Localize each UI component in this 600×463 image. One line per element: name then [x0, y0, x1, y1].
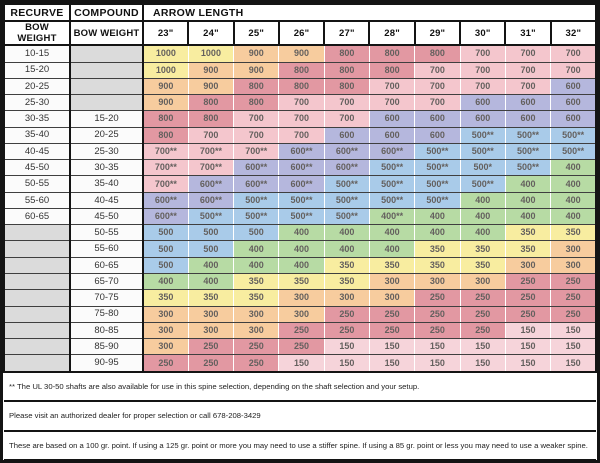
spine-value-cell: 500** [551, 143, 596, 159]
spine-value-cell: 700 [369, 78, 414, 94]
spine-value-cell: 400 [415, 208, 460, 224]
spine-value-cell: 500** [369, 192, 414, 208]
compound-weight-cell [70, 95, 143, 111]
spine-value-cell: 500** [369, 160, 414, 176]
spine-value-cell: 400 [234, 257, 279, 273]
spine-value-cell: 700 [279, 111, 324, 127]
spine-value-cell: 900 [234, 62, 279, 78]
spine-value-cell: 250 [505, 273, 550, 289]
recurve-weight-cell [4, 306, 70, 322]
arrow-length-header: ARROW LENGTH [143, 4, 596, 21]
spine-value-cell: 400 [279, 257, 324, 273]
table-row [4, 192, 596, 208]
spine-value-cell: 350 [460, 241, 505, 257]
spine-value-cell: 400 [369, 225, 414, 241]
spine-value-cell: 600** [143, 192, 188, 208]
spine-value-cell: 700 [505, 62, 550, 78]
spine-value-cell: 700** [143, 143, 188, 159]
arrow-length-column-header: 29" [415, 21, 460, 45]
spine-value-cell: 150 [369, 355, 414, 372]
spine-value-cell: 400 [234, 241, 279, 257]
compound-weight-cell: 85-90 [70, 339, 143, 355]
spine-value-cell: 600 [324, 127, 369, 143]
recurve-weight-cell: 45-50 [4, 160, 70, 176]
spine-value-cell: 350 [505, 225, 550, 241]
spine-value-cell: 350 [234, 290, 279, 306]
spine-value-cell: 250 [324, 322, 369, 338]
spine-value-cell: 600** [279, 176, 324, 192]
spine-value-cell: 400 [505, 192, 550, 208]
table-row [4, 208, 596, 224]
spine-value-cell: 400 [324, 225, 369, 241]
spine-value-cell: 250 [234, 355, 279, 372]
spine-value-cell: 350 [415, 257, 460, 273]
spine-value-cell: 700 [551, 62, 596, 78]
spine-value-cell: 350 [279, 273, 324, 289]
spine-value-cell: 150 [505, 322, 550, 338]
spine-value-cell: 700 [415, 62, 460, 78]
compound-weight-cell: 55-60 [70, 241, 143, 257]
spine-value-cell: 400 [505, 208, 550, 224]
spine-value-cell: 700 [279, 127, 324, 143]
spine-value-cell: 800 [234, 78, 279, 94]
arrow-length-column-header: 32" [551, 21, 596, 45]
spine-value-cell: 500* [460, 160, 505, 176]
spine-value-cell: 250 [143, 355, 188, 372]
spine-value-cell: 250 [369, 306, 414, 322]
spine-value-cell: 300 [188, 306, 233, 322]
spine-value-cell: 250 [460, 306, 505, 322]
spine-value-cell: 500** [505, 127, 550, 143]
spine-value-cell: 250 [505, 306, 550, 322]
compound-weight-cell: 40-45 [70, 192, 143, 208]
spine-value-cell: 300 [415, 273, 460, 289]
table-row [4, 95, 596, 111]
spine-value-cell: 500 [143, 241, 188, 257]
recurve-weight-cell: 20-25 [4, 78, 70, 94]
recurve-weight-cell: 40-45 [4, 143, 70, 159]
arrow-length-column-header: 31" [505, 21, 550, 45]
spine-value-cell: 600** [234, 160, 279, 176]
spine-value-cell: 250 [415, 290, 460, 306]
spine-value-cell: 400 [551, 208, 596, 224]
spine-value-cell: 250 [415, 322, 460, 338]
spine-value-cell: 400 [460, 192, 505, 208]
spine-value-cell: 700 [324, 111, 369, 127]
spine-value-cell: 300 [505, 257, 550, 273]
spine-value-cell: 250 [188, 339, 233, 355]
spine-value-cell: 400 [369, 241, 414, 257]
spine-value-cell: 800 [279, 78, 324, 94]
recurve-weight-cell [4, 355, 70, 372]
arrow-length-column-header: 25" [234, 21, 279, 45]
spine-value-cell: 500** [279, 208, 324, 224]
spine-value-cell: 500** [234, 192, 279, 208]
compound-weight-cell: 50-55 [70, 225, 143, 241]
spine-value-cell: 250 [415, 306, 460, 322]
spine-value-cell: 350 [505, 241, 550, 257]
spine-value-cell: 600 [369, 127, 414, 143]
spine-value-cell: 300 [460, 273, 505, 289]
table-row [4, 78, 596, 94]
spine-value-cell: 350 [188, 290, 233, 306]
spine-value-cell: 700 [234, 127, 279, 143]
spine-value-cell: 1000 [143, 62, 188, 78]
spine-value-cell: 250 [279, 322, 324, 338]
arrow-length-column-header: 30" [460, 21, 505, 45]
spine-value-cell: 500** [324, 176, 369, 192]
spine-chart-table [3, 3, 597, 460]
compound-weight-cell: 70-75 [70, 290, 143, 306]
spine-value-cell: 400 [279, 241, 324, 257]
spine-value-cell: 600 [551, 111, 596, 127]
spine-value-cell: 150 [551, 322, 596, 338]
recurve-weight-cell: 50-55 [4, 176, 70, 192]
spine-value-cell: 150 [415, 355, 460, 372]
spine-value-cell: 600 [551, 78, 596, 94]
spine-value-cell: 900 [143, 95, 188, 111]
spine-value-cell: 250 [324, 306, 369, 322]
recurve-weight-cell [4, 241, 70, 257]
spine-value-cell: 350 [324, 273, 369, 289]
spine-value-cell: 350 [143, 290, 188, 306]
spine-value-cell: 300 [143, 322, 188, 338]
spine-value-cell: 500** [324, 208, 369, 224]
spine-value-cell: 300 [279, 306, 324, 322]
spine-value-cell: 400 [460, 225, 505, 241]
spine-value-cell: 400** [369, 208, 414, 224]
footnote-dealer-phone: Please visit an authorized dealer for proper selection or call 678-208-3429 [4, 401, 596, 430]
spine-value-cell: 900 [279, 45, 324, 62]
recurve-weight-cell: 55-60 [4, 192, 70, 208]
chart-header [4, 4, 596, 45]
recurve-weight-cell: 60-65 [4, 208, 70, 224]
spine-value-cell: 700 [324, 95, 369, 111]
footnote-ul-shafts: ** The UL 30-50 shafts are also available for use in this spine selection, depending on the shaft selection and your setup. [4, 372, 596, 401]
spine-value-cell: 800 [143, 111, 188, 127]
compound-weight-cell: 35-40 [70, 176, 143, 192]
spine-value-cell: 800 [415, 45, 460, 62]
spine-value-cell: 600 [415, 127, 460, 143]
spine-value-cell: 500** [460, 176, 505, 192]
spine-value-cell: 700 [234, 111, 279, 127]
spine-value-cell: 150 [460, 355, 505, 372]
spine-value-cell: 400 [551, 160, 596, 176]
spine-value-cell: 150 [369, 339, 414, 355]
spine-value-cell: 600** [279, 160, 324, 176]
table-row [4, 160, 596, 176]
recurve-weight-cell: 35-40 [4, 127, 70, 143]
spine-value-cell: 600** [188, 176, 233, 192]
spine-value-cell: 700 [551, 45, 596, 62]
spine-value-cell: 150 [460, 339, 505, 355]
arrow-length-column-header: 23" [143, 21, 188, 45]
spine-value-cell: 500** [415, 143, 460, 159]
spine-value-cell: 500 [188, 241, 233, 257]
spine-value-cell: 600 [505, 111, 550, 127]
spine-value-cell: 600 [460, 95, 505, 111]
spine-value-cell: 500** [279, 192, 324, 208]
spine-value-cell: 800 [324, 45, 369, 62]
recurve-weight-cell [4, 290, 70, 306]
table-row [4, 355, 596, 372]
spine-value-cell: 400 [551, 192, 596, 208]
spine-value-cell: 150 [415, 339, 460, 355]
recurve-weight-cell: 15-20 [4, 62, 70, 78]
spine-value-cell: 800 [188, 111, 233, 127]
table-row [4, 339, 596, 355]
spine-value-cell: 600** [234, 176, 279, 192]
spine-value-cell: 150 [505, 339, 550, 355]
compound-weight-cell: 65-70 [70, 273, 143, 289]
compound-weight-cell: 80-85 [70, 322, 143, 338]
spine-value-cell: 250 [460, 322, 505, 338]
spine-value-cell: 500** [415, 176, 460, 192]
spine-value-cell: 700 [460, 62, 505, 78]
spine-value-cell: 500** [188, 208, 233, 224]
spine-value-cell: 300 [279, 290, 324, 306]
spine-value-cell: 500** [415, 160, 460, 176]
spine-value-cell: 300 [234, 306, 279, 322]
spine-value-cell: 350 [551, 225, 596, 241]
spine-value-cell: 400 [188, 273, 233, 289]
spine-value-cell: 800 [369, 45, 414, 62]
compound-weight-cell: 30-35 [70, 160, 143, 176]
spine-value-cell: 700 [505, 78, 550, 94]
recurve-header: RECURVE [4, 4, 70, 21]
footnote-point-weight: These are based on a 100 gr. point. If using a 125 gr. point or more you may need to use a stiffer spine. If using a 85 gr. point or less you may need to use a weaker spine. [4, 431, 596, 460]
recurve-weight-cell [4, 225, 70, 241]
compound-weight-cell [70, 62, 143, 78]
recurve-weight-cell: 30-35 [4, 111, 70, 127]
table-row [4, 176, 596, 192]
table-row [4, 127, 596, 143]
compound-bow-weight-subheader: BOW WEIGHT [70, 21, 143, 45]
spine-value-cell: 800 [143, 127, 188, 143]
spine-value-cell: 700** [143, 160, 188, 176]
spine-value-cell: 1000 [143, 45, 188, 62]
spine-value-cell: 800 [324, 78, 369, 94]
spine-value-cell: 500** [415, 192, 460, 208]
spine-value-cell: 900 [188, 62, 233, 78]
spine-value-cell: 250 [505, 290, 550, 306]
spine-value-cell: 500** [460, 143, 505, 159]
spine-value-cell: 800 [234, 95, 279, 111]
spine-value-cell: 500** [234, 208, 279, 224]
spine-value-cell: 150 [551, 339, 596, 355]
table-row [4, 257, 596, 273]
chart-footnotes [4, 372, 596, 460]
table-row [4, 111, 596, 127]
spine-value-cell: 500** [369, 176, 414, 192]
spine-value-cell: 400 [143, 273, 188, 289]
compound-weight-cell: 90-95 [70, 355, 143, 372]
spine-value-cell: 600** [188, 192, 233, 208]
table-row [4, 225, 596, 241]
table-row [4, 306, 596, 322]
spine-value-cell: 350 [324, 257, 369, 273]
recurve-weight-cell [4, 273, 70, 289]
table-row [4, 143, 596, 159]
spine-value-cell: 300 [324, 290, 369, 306]
spine-value-cell: 500** [551, 127, 596, 143]
spine-value-cell: 350 [369, 257, 414, 273]
recurve-weight-cell: 25-30 [4, 95, 70, 111]
spine-value-cell: 300 [551, 241, 596, 257]
spine-value-cell: 400 [188, 257, 233, 273]
spine-value-cell: 500 [143, 257, 188, 273]
compound-weight-cell [70, 45, 143, 62]
spine-value-cell: 700** [143, 176, 188, 192]
spine-value-cell: 500** [324, 192, 369, 208]
spine-value-cell: 400 [279, 225, 324, 241]
spine-value-cell: 800 [324, 62, 369, 78]
spine-value-cell: 700 [415, 78, 460, 94]
spine-value-cell: 600** [143, 208, 188, 224]
spine-value-cell: 700 [279, 95, 324, 111]
spine-value-cell: 400 [415, 225, 460, 241]
spine-value-cell: 900 [188, 78, 233, 94]
spine-value-cell: 700** [234, 143, 279, 159]
spine-value-cell: 1000 [188, 45, 233, 62]
spine-value-cell: 700 [188, 127, 233, 143]
spine-value-cell: 150 [279, 355, 324, 372]
spine-value-cell: 300 [234, 322, 279, 338]
spine-value-cell: 600** [324, 160, 369, 176]
spine-value-cell: 700 [369, 95, 414, 111]
spine-value-cell: 150 [324, 339, 369, 355]
spine-value-cell: 350 [234, 273, 279, 289]
spine-value-cell: 700 [505, 45, 550, 62]
spine-value-cell: 600 [505, 95, 550, 111]
spine-value-cell: 700 [415, 95, 460, 111]
arrow-length-column-header: 27" [324, 21, 369, 45]
spine-value-cell: 350 [415, 241, 460, 257]
arrow-length-column-header: 26" [279, 21, 324, 45]
spine-value-cell: 600** [324, 143, 369, 159]
spine-value-cell: 250 [551, 306, 596, 322]
spine-value-cell: 500** [460, 127, 505, 143]
spine-value-cell: 400 [551, 176, 596, 192]
spine-value-cell: 900 [143, 78, 188, 94]
compound-weight-cell: 15-20 [70, 111, 143, 127]
spine-value-cell: 350 [460, 257, 505, 273]
spine-value-cell: 800 [188, 95, 233, 111]
table-row [4, 322, 596, 338]
spine-value-cell: 250 [460, 290, 505, 306]
spine-value-cell: 150 [505, 355, 550, 372]
spine-value-cell: 250 [234, 339, 279, 355]
recurve-weight-cell: 10-15 [4, 45, 70, 62]
spine-value-cell: 500 [188, 225, 233, 241]
spine-value-cell: 500 [143, 225, 188, 241]
compound-weight-cell [70, 78, 143, 94]
spine-value-cell: 250 [369, 322, 414, 338]
chart-body [4, 45, 596, 372]
spine-value-cell: 600 [369, 111, 414, 127]
spine-value-cell: 400 [324, 241, 369, 257]
spine-value-cell: 300 [369, 290, 414, 306]
spine-value-cell: 300 [188, 322, 233, 338]
spine-value-cell: 150 [551, 355, 596, 372]
spine-value-cell: 600 [460, 111, 505, 127]
compound-weight-cell: 60-65 [70, 257, 143, 273]
compound-weight-cell: 75-80 [70, 306, 143, 322]
spine-value-cell: 250 [551, 290, 596, 306]
spine-value-cell: 800 [279, 62, 324, 78]
spine-value-cell: 700** [188, 143, 233, 159]
arrow-length-column-header: 24" [188, 21, 233, 45]
table-row [4, 273, 596, 289]
spine-value-cell: 600 [551, 95, 596, 111]
spine-value-cell: 700 [460, 45, 505, 62]
recurve-weight-cell [4, 257, 70, 273]
table-row [4, 241, 596, 257]
spine-value-cell: 300 [143, 306, 188, 322]
arrow-length-column-header: 28" [369, 21, 414, 45]
recurve-weight-cell [4, 339, 70, 355]
spine-value-cell: 250 [279, 339, 324, 355]
spine-value-cell: 600 [415, 111, 460, 127]
spine-value-cell: 500** [505, 143, 550, 159]
compound-weight-cell: 20-25 [70, 127, 143, 143]
table-row [4, 290, 596, 306]
spine-value-cell: 400 [460, 208, 505, 224]
spine-value-cell: 600** [369, 143, 414, 159]
spine-value-cell: 900 [234, 45, 279, 62]
spine-value-cell: 250 [551, 273, 596, 289]
spine-value-cell: 500** [505, 160, 550, 176]
spine-value-cell: 400 [505, 176, 550, 192]
compound-header: COMPOUND [70, 4, 143, 21]
spine-value-cell: 150 [324, 355, 369, 372]
table-row [4, 45, 596, 62]
spine-value-cell: 500 [234, 225, 279, 241]
spine-value-cell: 300 [143, 339, 188, 355]
table-row [4, 62, 596, 78]
spine-value-cell: 600** [279, 143, 324, 159]
recurve-weight-cell [4, 322, 70, 338]
spine-value-cell: 300 [551, 257, 596, 273]
spine-value-cell: 250 [188, 355, 233, 372]
spine-value-cell: 800 [369, 62, 414, 78]
spine-value-cell: 700 [460, 78, 505, 94]
compound-weight-cell: 25-30 [70, 143, 143, 159]
spine-value-cell: 700** [188, 160, 233, 176]
compound-weight-cell: 45-50 [70, 208, 143, 224]
recurve-bow-weight-subheader: BOW WEIGHT [4, 21, 70, 45]
spine-value-cell: 300 [369, 273, 414, 289]
